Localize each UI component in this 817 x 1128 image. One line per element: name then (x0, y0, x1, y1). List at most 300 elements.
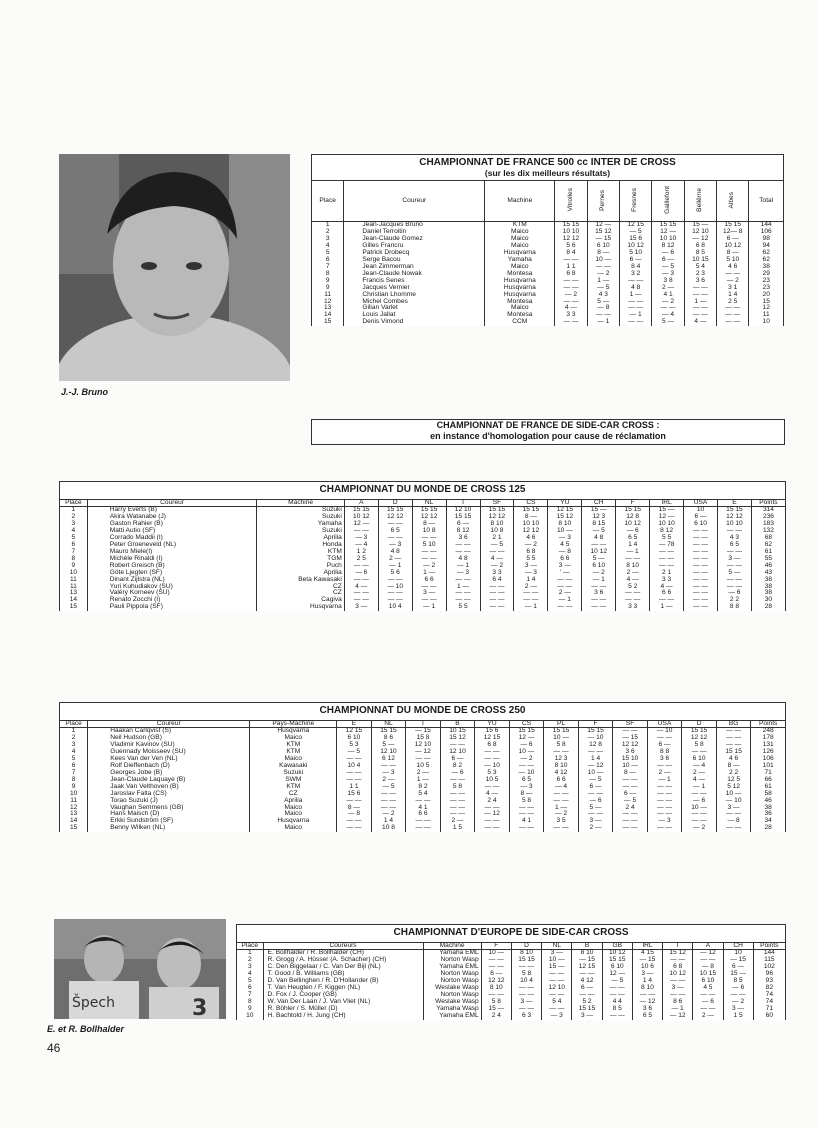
score-cell: 3 — (632, 971, 662, 978)
score-cell: — — (412, 535, 446, 542)
score-cell: 1 4 (578, 756, 613, 763)
t500-header-cell (652, 181, 684, 222)
score-cell: 10 8 (480, 528, 514, 535)
score-cell: — — (716, 825, 751, 832)
score-cell: 6 12 (371, 756, 406, 763)
score-cell: 2 — (652, 285, 684, 292)
score-cell: — — (511, 992, 541, 999)
machine-cell: Suzuki (257, 514, 344, 521)
table-250 (59, 702, 786, 832)
score-cell: — 2 (480, 563, 514, 570)
score-cell: — — (717, 584, 751, 591)
rider-cell: Erkki Sundström (SF) (88, 818, 250, 825)
score-cell: — 6 (440, 770, 475, 777)
score-cell: 6 8 (475, 742, 510, 749)
score-cell: 4 — (650, 584, 684, 591)
machine-cell: Suzuki (257, 507, 344, 514)
sidecar-france-box (311, 419, 785, 445)
score-cell: 2 — (440, 818, 475, 825)
score-cell: — 2 (509, 756, 544, 763)
t125-header-cell: E (717, 499, 751, 507)
score-cell: — — (371, 763, 406, 770)
total-cell: 38 (751, 805, 786, 812)
score-cell: 6 5 (632, 1013, 662, 1020)
score-cell: 6 — (446, 521, 480, 528)
score-cell: 2 2 (717, 597, 751, 604)
score-cell: 10 12 (602, 950, 632, 957)
score-cell: — — (602, 1013, 632, 1020)
score-cell: — 8 (693, 964, 723, 971)
score-cell: — 2 (514, 542, 548, 549)
score-cell: 12 12 (378, 514, 412, 521)
score-cell: 12 15 (337, 728, 372, 735)
score-cell: 10 10 (652, 236, 684, 243)
score-cell: — — (717, 549, 751, 556)
rider-cell: Torao Suzuki (J) (88, 798, 250, 805)
score-cell: — 6 (652, 250, 684, 257)
score-cell: — — (582, 604, 616, 611)
rider-cell: Vladimir Kavinov (SU) (88, 742, 250, 749)
score-cell: 2 4 (481, 1013, 511, 1020)
score-cell: 8 2 (406, 784, 441, 791)
machine-cell: Suzuki (257, 528, 344, 535)
score-cell: — — (684, 556, 718, 563)
place-cell: 11 (60, 798, 88, 805)
rider-cell: T. Van Heugten / F. Kiggen (NL) (263, 985, 423, 992)
score-cell: — 10 (509, 770, 544, 777)
score-cell: — — (647, 784, 682, 791)
score-cell: 4 3 (717, 535, 751, 542)
score-cell: 10 15 (440, 728, 475, 735)
portrait-image (59, 154, 290, 381)
score-cell: 3 6 (582, 590, 616, 597)
t125-header-cell: Machine (257, 499, 344, 507)
score-cell: 4 — (555, 305, 587, 312)
score-cell: — 8 (548, 549, 582, 556)
score-cell: 8 12 (446, 528, 480, 535)
score-cell: 15 15 (616, 507, 650, 514)
rider-cell: Matti Autio (SF) (87, 528, 257, 535)
score-cell: — — (647, 791, 682, 798)
table-250-title: CHAMPIONNAT DU MONDE DE CROSS 250 (60, 703, 786, 721)
score-cell: — — (406, 756, 441, 763)
score-cell: — 6 (717, 590, 751, 597)
score-cell: 4 — (480, 556, 514, 563)
score-cell: 10 — (578, 770, 613, 777)
t500-header-cell: Total (749, 181, 784, 222)
t250-header-cell: SF (613, 720, 648, 728)
score-cell: 5 2 (616, 584, 650, 591)
teu-header-cell: IRL (632, 942, 662, 950)
total-cell: 132 (751, 528, 785, 535)
score-cell: 3 — (514, 563, 548, 570)
score-cell: — — (337, 818, 372, 825)
t500-header-label: Albes (728, 191, 736, 209)
score-cell: — — (717, 319, 749, 326)
table-125-body (60, 507, 786, 611)
t250-header-cell: NL (371, 720, 406, 728)
score-cell: 3 — (412, 590, 446, 597)
score-cell: 15 — (582, 507, 616, 514)
total-cell: 30 (751, 597, 785, 604)
score-cell: 6 — (481, 971, 511, 978)
score-cell: 3 — (716, 805, 751, 812)
score-cell: 3 1 (717, 285, 749, 292)
score-cell: — — (475, 756, 510, 763)
score-cell: 5 12 (716, 784, 751, 791)
score-cell: — — (602, 992, 632, 999)
machine-cell: Norton Wasp (423, 971, 481, 978)
score-cell: — 1 (587, 319, 619, 326)
total-cell: 74 (753, 999, 785, 1006)
machine-cell: Weslake Wasp (423, 999, 481, 1006)
place-cell: 2 (60, 514, 88, 521)
machine-cell: KTM (250, 742, 337, 749)
score-cell: — 6 (682, 798, 717, 805)
place-cell: 3 (60, 742, 88, 749)
machine-cell: Husqvarna (485, 285, 555, 292)
table-500cc-subtitle: (sur les dix meilleurs résultats) (484, 167, 611, 178)
rider-cell: Yuri Kuhudiakov (SU) (87, 584, 257, 591)
score-cell: — — (440, 805, 475, 812)
score-cell: 4 — (475, 791, 510, 798)
t250-header-cell: E (337, 720, 372, 728)
score-cell: — — (344, 597, 378, 604)
score-cell: 4 8 (582, 535, 616, 542)
rider-cell: Jean-Claude Nowak (344, 271, 485, 278)
score-cell: — 3 (548, 535, 582, 542)
place-cell: 1 (60, 728, 88, 735)
score-cell: — — (514, 597, 548, 604)
score-cell: 8 10 (632, 985, 662, 992)
score-cell: — — (616, 590, 650, 597)
score-cell: — — (613, 825, 648, 832)
score-cell: — 1 (378, 563, 412, 570)
t125-header-cell: F (616, 499, 650, 507)
score-cell: — 3 (344, 535, 378, 542)
total-cell: 15 (749, 299, 784, 306)
t250-header-cell: D (682, 720, 717, 728)
score-cell: — 2 (555, 292, 587, 299)
score-cell: 6 — (647, 742, 682, 749)
score-cell: — — (548, 604, 582, 611)
total-cell: 101 (751, 763, 786, 770)
score-cell: 6 10 (693, 978, 723, 985)
score-cell: — 5 (578, 777, 613, 784)
table-row (312, 319, 784, 326)
t125-header-cell: I (446, 499, 480, 507)
score-cell: — 1 (620, 312, 652, 319)
table-125 (59, 481, 786, 611)
place-cell: 8 (312, 271, 344, 278)
rider-cell: Hans Maisch (D) (88, 811, 250, 818)
score-cell: 10 10 (555, 229, 587, 236)
score-cell: 2 3 (684, 271, 716, 278)
score-cell: — — (412, 584, 446, 591)
score-cell: 12 10 (371, 749, 406, 756)
score-cell: 12 12 (514, 528, 548, 535)
score-cell: 10 (684, 507, 718, 514)
score-cell: 6 — (578, 784, 613, 791)
score-cell: — — (555, 285, 587, 292)
machine-cell: Yamaha (257, 521, 344, 528)
score-cell: — — (446, 597, 480, 604)
rider-cell: Pauli Pippola (SF) (87, 604, 257, 611)
score-cell: — 2 (544, 811, 579, 818)
score-cell: 8 5 (602, 1006, 632, 1013)
score-cell: 4 12 (572, 978, 602, 985)
total-cell: 248 (751, 728, 786, 735)
score-cell: 15 — (481, 1006, 511, 1013)
t500-header-label: Pernes (598, 189, 606, 211)
score-cell: 6 — (652, 257, 684, 264)
score-cell: — — (406, 798, 441, 805)
rider-cell: Michel Combes (344, 299, 485, 306)
score-cell: 12 — (509, 735, 544, 742)
machine-cell: KTM (250, 784, 337, 791)
place-cell: 11 (60, 577, 88, 584)
place-cell: 14 (60, 818, 88, 825)
score-cell: 5 8 (481, 999, 511, 1006)
score-cell: 2 — (548, 590, 582, 597)
score-cell: 2 4 (475, 798, 510, 805)
score-cell: 10 10 (717, 521, 751, 528)
total-cell: 131 (751, 742, 786, 749)
t500-header-cell (620, 181, 652, 222)
score-cell: 6 — (723, 964, 753, 971)
score-cell: — — (480, 584, 514, 591)
score-cell: 5 8 (682, 742, 717, 749)
score-cell: — — (616, 597, 650, 604)
total-cell: 38 (751, 590, 785, 597)
score-cell: 3 3 (650, 577, 684, 584)
score-cell: 12— 8 (717, 229, 749, 236)
place-cell: 5 (237, 978, 264, 985)
place-cell: 1 (237, 950, 264, 957)
machine-cell: Maico (250, 825, 337, 832)
score-cell: — 1 (412, 604, 446, 611)
score-cell: — — (337, 756, 372, 763)
score-cell: 8 — (337, 805, 372, 812)
score-cell: 3 — (511, 999, 541, 1006)
machine-cell: TGM (257, 556, 344, 563)
score-cell: 15 15 (412, 507, 446, 514)
score-cell: 3 — (578, 818, 613, 825)
score-cell: 5 5 (446, 604, 480, 611)
total-cell: 10 (749, 319, 784, 326)
score-cell: 10 — (544, 735, 579, 742)
score-cell: 2 — (514, 584, 548, 591)
score-cell: — — (684, 549, 718, 556)
score-cell: — — (480, 549, 514, 556)
score-cell: — 3 (514, 570, 548, 577)
t125-header-cell: NL (412, 499, 446, 507)
score-cell: 12 — (650, 514, 684, 521)
score-cell: — 15 (632, 957, 662, 964)
machine-cell: Suzuki (250, 770, 337, 777)
rider-cell: Harry Everts (B) (87, 507, 257, 514)
score-cell: — — (337, 777, 372, 784)
score-cell: 12 5 (716, 777, 751, 784)
score-cell: 15 — (723, 971, 753, 978)
total-cell: 71 (751, 770, 786, 777)
place-cell: 1 (60, 507, 88, 514)
score-cell: — — (717, 528, 751, 535)
score-cell: — 3 (542, 1013, 572, 1020)
score-cell: — — (684, 597, 718, 604)
place-cell: 8 (237, 999, 264, 1006)
place-cell: 10 (60, 570, 88, 577)
rider-cell: R. Grogg / A. Hüsser (A. Schacher) (CH) (263, 957, 423, 964)
machine-cell: Yamaha EML (423, 950, 481, 957)
score-cell: — — (717, 271, 749, 278)
score-cell: — — (544, 825, 579, 832)
machine-cell: Maico (250, 735, 337, 742)
score-cell: 15 15 (544, 728, 579, 735)
t500-header-cell (587, 181, 619, 222)
score-cell: 12 12 (682, 735, 717, 742)
place-cell: 9 (312, 285, 344, 292)
rider-cell: W. Van Der Laan / J. Van Vliet (NL) (263, 999, 423, 1006)
score-cell: — 5 (602, 978, 632, 985)
machine-cell: KTM (485, 222, 555, 229)
rider-cell: D. Van Bellinghen / R. D'Hollander (B) (263, 978, 423, 985)
score-cell: 8 10 (548, 521, 582, 528)
machine-cell: KTM (257, 549, 344, 556)
rider-cell: Dinant Zijlstra (NL) (87, 577, 257, 584)
place-cell: 9 (312, 278, 344, 285)
place-cell: 6 (60, 542, 88, 549)
score-cell: 5 6 (378, 570, 412, 577)
table-row (60, 604, 786, 611)
score-cell: 3 — (542, 950, 572, 957)
t250-header-cell: USA (647, 720, 682, 728)
score-cell: — — (682, 791, 717, 798)
t500-header-cell: Machine (485, 181, 555, 222)
score-cell: 2 — (616, 570, 650, 577)
score-cell: 3 6 (446, 535, 480, 542)
score-cell: 15 15 (682, 728, 717, 735)
score-cell: 5 8 (440, 784, 475, 791)
score-cell: 1 4 (371, 818, 406, 825)
score-cell: — — (682, 749, 717, 756)
score-cell: 6 6 (412, 577, 446, 584)
place-cell: 1 (312, 222, 344, 229)
t250-header-cell: I (406, 720, 441, 728)
photo-bollhalder (54, 919, 226, 1019)
score-cell: 2 1 (650, 570, 684, 577)
score-cell: — — (663, 978, 693, 985)
score-cell: 3 2 (620, 271, 652, 278)
score-cell: 1 5 (723, 1013, 753, 1020)
score-cell: — — (684, 542, 718, 549)
place-cell: 9 (237, 1006, 264, 1013)
score-cell: 10 4 (378, 604, 412, 611)
rider-cell: Neil Hudson (GB) (88, 735, 250, 742)
score-cell: 4 6 (716, 756, 751, 763)
score-cell: 8 — (509, 791, 544, 798)
score-cell: 1 5 (440, 825, 475, 832)
score-cell: — — (544, 798, 579, 805)
table-500cc-body (312, 222, 784, 326)
score-cell: 5 — (578, 805, 613, 812)
score-cell: 12 12 (555, 236, 587, 243)
score-cell: 2 1 (480, 535, 514, 542)
score-cell: — 5 (337, 749, 372, 756)
place-cell: 11 (60, 584, 88, 591)
score-cell: — — (555, 278, 587, 285)
score-cell: 12 10 (684, 229, 716, 236)
score-cell: — — (684, 305, 716, 312)
score-cell: — 10 (378, 584, 412, 591)
score-cell: — — (344, 577, 378, 584)
score-cell: 1 4 (717, 292, 749, 299)
score-cell: — 78 (650, 542, 684, 549)
score-cell: — — (578, 749, 613, 756)
score-cell: 5 — (652, 319, 684, 326)
score-cell: 5 3 (337, 742, 372, 749)
t125-header-cell: A (344, 499, 378, 507)
score-cell: 3 6 (632, 1006, 662, 1013)
score-cell: — 6 (509, 742, 544, 749)
total-cell: 34 (751, 818, 786, 825)
score-cell: — 8 (716, 818, 751, 825)
score-cell: 15 — (684, 222, 716, 229)
score-cell: — — (684, 535, 718, 542)
score-cell: — — (684, 312, 716, 319)
score-cell: 15 15 (480, 507, 514, 514)
score-cell: — 4 (344, 542, 378, 549)
score-cell: — 15 (572, 957, 602, 964)
score-cell: — — (337, 798, 372, 805)
score-cell: — 6 (693, 999, 723, 1006)
score-cell: 10 15 (684, 257, 716, 264)
machine-cell: Weslake Wasp (423, 985, 481, 992)
svg-text:3: 3 (192, 996, 208, 1019)
score-cell: 3 — (723, 1006, 753, 1013)
score-cell: — 3 (446, 570, 480, 577)
score-cell: — — (650, 549, 684, 556)
score-cell: 5 — (717, 570, 751, 577)
table-europe-sidecar (236, 924, 786, 1020)
place-cell: 5 (312, 250, 344, 257)
score-cell: — — (378, 521, 412, 528)
score-cell: — 12 (632, 999, 662, 1006)
machine-cell: Aprilia (250, 798, 337, 805)
score-cell: 15 15 (509, 728, 544, 735)
score-cell: 5 5 (514, 556, 548, 563)
t500-header-label: Gaillefont (663, 186, 671, 214)
rider-cell: Gilles Francru (344, 243, 485, 250)
score-cell: — — (475, 749, 510, 756)
machine-cell: Husqvarna (485, 292, 555, 299)
score-cell: 15 15 (716, 749, 751, 756)
rider-cell: Guennady Moisseev (SU) (88, 749, 250, 756)
score-cell: — — (602, 985, 632, 992)
score-cell: 8 12 (652, 243, 684, 250)
score-cell: 12 12 (481, 978, 511, 985)
score-cell: 5 3 (475, 770, 510, 777)
score-cell: 5 — (582, 556, 616, 563)
score-cell: — 6 (578, 798, 613, 805)
score-cell: 3 5 (544, 818, 579, 825)
score-cell: 8 6 (663, 999, 693, 1006)
score-cell: — — (684, 563, 718, 570)
score-cell: 6 4 (480, 577, 514, 584)
score-cell: 3 — (344, 604, 378, 611)
t125-header-cell: SF (480, 499, 514, 507)
sidecar-france-title: CHAMPIONNAT DE FRANCE DE SIDE-CAR CROSS : (436, 420, 660, 430)
